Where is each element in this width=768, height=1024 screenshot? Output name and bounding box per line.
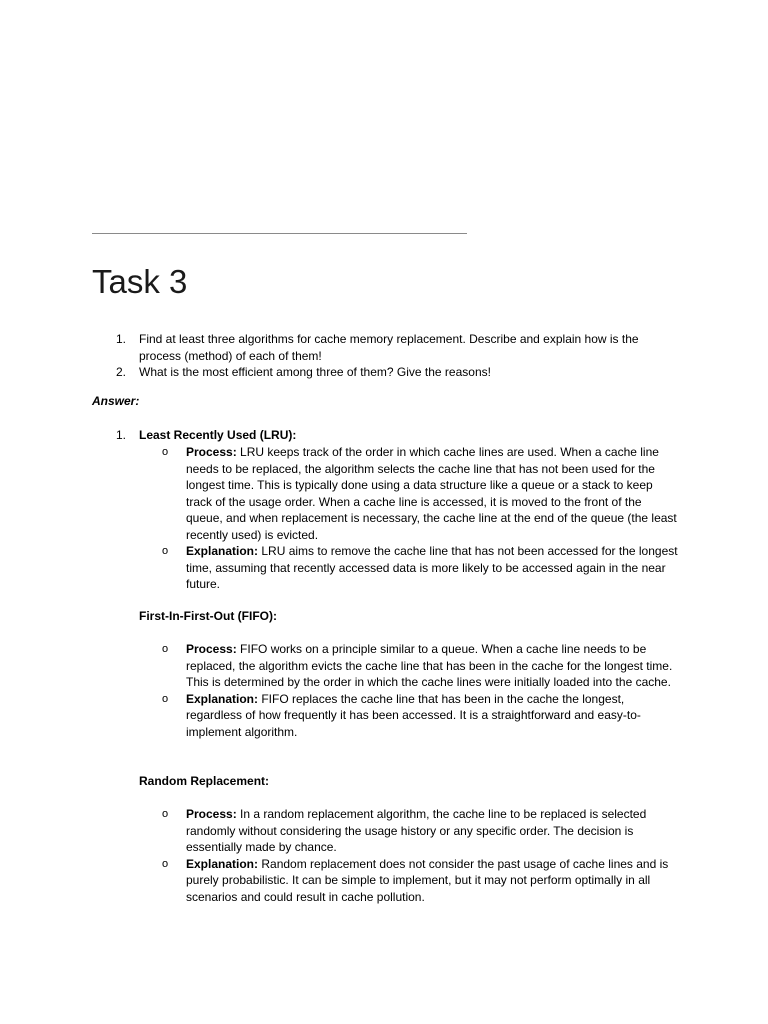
bullet-marker: o xyxy=(162,692,169,705)
process-label: Process: xyxy=(186,642,237,656)
question-number: 1. xyxy=(116,332,127,346)
algorithm-name: Random Replacement: xyxy=(139,774,270,788)
bullet-item xyxy=(162,856,678,906)
question-text: Find at least three algorithms for cache memory replacement. Describe and explain how is the process (method) of each of them! xyxy=(139,332,639,363)
explanation-description xyxy=(186,691,678,741)
explanation-text: Random replacement does not consider the past usage of cache lines and is purely probabilistic. It can be simple to implement, but it may not perform optimally in all scenarios and could result in cache pollution. xyxy=(186,856,669,904)
algorithm-name: Least Recently Used (LRU): xyxy=(139,428,297,442)
explanation-text: LRU aims to remove the cache line that has not been accessed for the longest time, assuming that recently accessed data is more likely to be accessed again in the near future. xyxy=(186,544,678,591)
bullet-item xyxy=(162,444,678,543)
algorithm-heading-fifo xyxy=(139,608,277,625)
question-text: What is the most efficient among three of them? Give the reasons! xyxy=(139,365,491,379)
bullet-marker: o xyxy=(162,643,169,655)
algorithm-details-fifo xyxy=(162,641,678,740)
bullet-item xyxy=(162,543,678,593)
algorithm-heading-random xyxy=(139,773,269,790)
process-label: Process: xyxy=(186,445,237,459)
question-item xyxy=(116,364,676,381)
bullet-marker: o xyxy=(162,446,169,458)
process-text: In a random replacement algorithm, the cache line to be replaced is selected randomly without considering the usage history or any specific order. The decision is essentially made by chance. xyxy=(186,807,647,854)
question-number: 2. xyxy=(116,365,127,379)
header-rule xyxy=(92,233,467,234)
explanation-label: Explanation: xyxy=(186,856,259,871)
algorithm-number: 1. xyxy=(116,428,127,442)
algorithm-name: First-In-First-Out (FIFO): xyxy=(139,609,277,623)
explanation-description xyxy=(186,856,678,906)
process-text: LRU keeps track of the order in which cache lines are used. When a cache line needs to be replaced, the algorithm selects the cache line that has not been used for the longest time. This is typically done using a data structure like a queue or a stack to keep track of the usage order. When a cache line is accessed, it is moved to the front of the queue, and when replacement is necessary, the cache line at the end of the queue (the least recently used) is evicted. xyxy=(186,445,677,542)
explanation-text: FIFO replaces the cache line that has been in the cache the longest, regardless of how frequently it has been accessed. It is a straightforward and easy-to-implement algorithm. xyxy=(186,691,641,739)
bullet-item xyxy=(162,641,678,691)
process-label: Process: xyxy=(186,807,237,821)
answer-label: Answer: xyxy=(92,394,140,408)
explanation-description xyxy=(186,543,678,593)
bullet-marker: o xyxy=(162,545,169,557)
explanation-label: Explanation: xyxy=(186,544,259,558)
algorithm-heading-lru xyxy=(116,427,296,444)
question-list xyxy=(116,331,676,381)
process-text: FIFO works on a principle similar to a queue. When a cache line needs to be replaced, the algorithm evicts the cache line that has been in the cache for the longest time. This is determined by the order in which the cache lines were initially loaded into the cache. xyxy=(186,642,673,689)
algorithm-details-lru xyxy=(162,444,678,593)
bullet-marker: o xyxy=(162,857,169,870)
explanation-label: Explanation: xyxy=(186,691,259,706)
question-item xyxy=(116,331,676,364)
bullet-item xyxy=(162,691,678,741)
process-description xyxy=(186,806,678,856)
algorithm-details-random xyxy=(162,806,678,905)
page-title: Task 3 xyxy=(92,263,188,300)
process-description xyxy=(186,444,678,543)
bullet-marker: o xyxy=(162,808,169,820)
process-description xyxy=(186,641,678,691)
bullet-item xyxy=(162,806,678,856)
